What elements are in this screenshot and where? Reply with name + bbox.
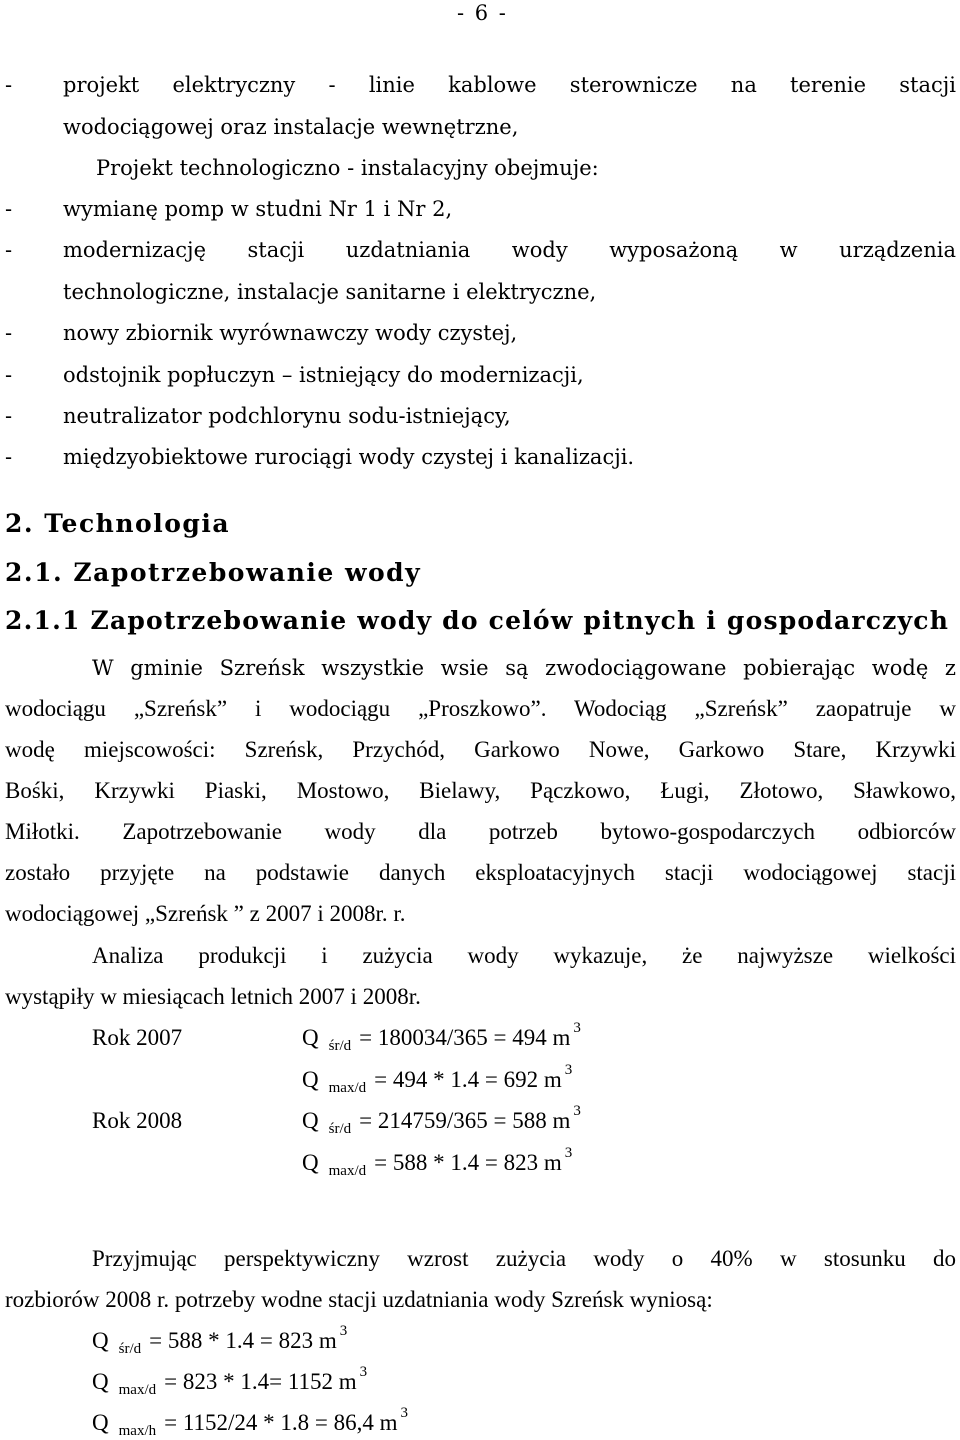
subscript: śr/d [328,1038,352,1054]
subscript: max/h [118,1423,157,1439]
list-item [5,362,584,388]
list-item [5,196,452,222]
q-symbol: Q [92,1369,109,1394]
superscript: 3 [564,1062,573,1078]
superscript: 3 [339,1323,348,1339]
list-dash: - [5,321,13,345]
list-item [96,155,599,181]
unit: m [543,1067,562,1092]
list-text: wodociągowej oraz instalacje wewnętrzne, [63,115,519,139]
unit: m [379,1410,398,1435]
formula-2008-avg [302,1103,581,1138]
paragraph-line: wodociągu „Szreńsk” i wodociągu „Proszkowo”. Wodociąg „Szreńsk” zaopatruje w [5,696,956,721]
superscript: 3 [573,1020,581,1036]
list-text: technologiczne, instalacje sanitarne i elektryczne, [63,280,597,304]
list-text: międzyobiektowe rurociągi wody czystej i kanalizacji. [63,445,635,469]
list-item [5,403,511,429]
formula-value: = 823 * 1.4= 1152 [164,1369,333,1394]
subscript: max/d [328,1163,367,1179]
list-text: nowy zbiornik wyrównawczy wody czystej, [63,321,518,345]
q-symbol: Q [302,1108,319,1133]
list-item [5,72,956,98]
unit: m [338,1369,357,1394]
list-text: modernizację stacji uzdatniania wody wyposażoną w urządzenia [63,238,956,262]
paragraph-line: Analiza produkcji i zużycia wody wykazuje, że najwyższe wielkości [92,943,956,968]
q-symbol: Q [302,1067,319,1092]
q-symbol: Q [92,1410,109,1435]
year-label-2008: Rok 2008 [92,1108,183,1133]
formula-2008-max [302,1145,573,1180]
list-item [63,114,518,140]
unit: m [552,1108,571,1133]
list-dash: - [5,238,13,262]
formula-value: = 214759/365 = 588 [359,1108,547,1133]
list-text: wymianę pomp w studni Nr 1 i Nr 2, [63,197,453,221]
final-formula-avg [92,1323,348,1358]
year-label-2007: Rok 2007 [92,1025,183,1050]
formula-2007-max [302,1062,573,1097]
list-item [63,279,596,305]
formula-2007-avg [302,1020,581,1055]
paragraph-line: W gminie Szreńsk wszystkie wsie są zwodociągowane pobierając wodę z [92,656,956,680]
paragraph-line: Bośki, Krzywki Piaski, Mostowo, Bielawy, Pączkowo, Ługi, Złotowo, Sławkowo, [5,778,956,803]
list-text: neutralizator podchlorynu sodu-istniejący, [63,404,511,428]
unit: m [543,1150,562,1175]
subscript: max/d [328,1080,367,1096]
formula-value: = 588 * 1.4 = 823 [374,1150,539,1175]
formula-value: = 180034/365 = 494 [359,1025,547,1050]
page-number: - 6 - [457,1,508,25]
formula-value: = 588 * 1.4 = 823 [149,1328,314,1353]
list-dash: - [5,73,13,97]
list-text: Projekt technologiczno - instalacyjny obejmuje: [96,156,599,180]
list-item [5,444,634,470]
list-dash: - [5,363,13,387]
q-symbol: Q [302,1150,319,1175]
list-item [5,320,517,346]
formula-value: = 1152/24 * 1.8 = 86,4 [164,1410,374,1435]
list-text: odstojnik popłuczyn – istniejący do modernizacji, [63,363,584,387]
paragraph-line: Przyjmując perspektywiczny wzrost zużycia wody o 40% w stosunku do [92,1246,956,1271]
superscript: 3 [400,1405,408,1421]
q-symbol: Q [302,1025,319,1050]
list-item [5,237,956,263]
superscript: 3 [359,1364,368,1380]
list-dash: - [5,197,13,221]
list-dash: - [5,404,13,428]
subscript: śr/d [118,1341,142,1357]
paragraph-line: wodę miejscowości: Szreńsk, Przychód, Garkowo Nowe, Garkowo Stare, Krzywki [5,737,956,762]
heading-zapotrzebowanie-wody: 2.1. Zapotrzebowanie wody [5,558,422,587]
list-dash: - [5,445,13,469]
subscript: max/d [118,1382,157,1398]
superscript: 3 [564,1145,573,1161]
unit: m [552,1025,571,1050]
final-formula-max [92,1364,368,1399]
unit: m [318,1328,337,1353]
final-formula-max-hourly [92,1405,408,1440]
q-symbol: Q [92,1328,109,1353]
formula-value: = 494 * 1.4 = 692 [374,1067,539,1092]
paragraph-line: rozbiorów 2008 r. potrzeby wodne stacji uzdatniania wody Szreńsk wyniosą: [5,1287,713,1312]
heading-zapotrzebowanie-pitne: 2.1.1 Zapotrzebowanie wody do celów pitnych i gospodarczych [5,606,950,635]
list-text: projekt elektryczny - linie kablowe sterownicze na terenie stacji [63,73,956,97]
paragraph-line: zostało przyjęte na podstawie danych eksploatacyjnych stacji wodociągowej stacji [5,860,956,885]
paragraph-line: Miłotki. Zapotrzebowanie wody dla potrzeb bytowo-gospodarczych odbiorców [5,819,956,844]
paragraph-line: wodociągowej „Szreńsk ” z 2007 i 2008r. r. [5,901,406,926]
superscript: 3 [573,1103,581,1119]
subscript: śr/d [328,1121,352,1137]
heading-technologia: 2. Technologia [5,509,231,538]
paragraph-line: wystąpiły w miesiącach letnich 2007 i 2008r. [5,984,421,1009]
